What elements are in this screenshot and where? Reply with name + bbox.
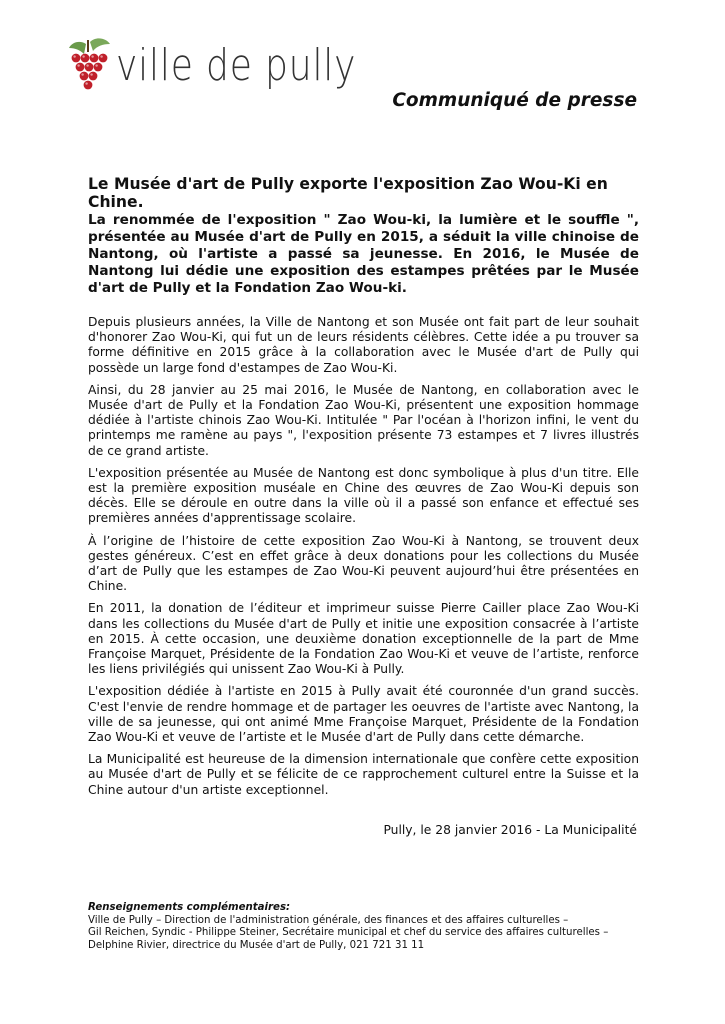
grape-emblem-icon bbox=[66, 36, 116, 94]
footer-line: Ville de Pully – Direction de l'administration générale, des finances et des affaires culturelles – bbox=[88, 914, 569, 926]
body-paragraph: En 2011, la donation de l’éditeur et imprimeur suisse Pierre Cailler place Zao Wou-Ki dans les collections du Musée d'art de Pully et initie une exposition consacrée à l’artiste en 2015. À cette occasion, une deuxième donation exceptionnelle de la part de Mme Françoise Marquet, Présidente de la Fondation Zao Wou-Ki et veuve de l’artiste, renforce les liens privilégiés qui unissent Zao Wou-Ki à Pully. bbox=[88, 601, 639, 677]
body-paragraph: La Municipalité est heureuse de la dimension internationale que confère cette exposition au Musée d'art de Pully et se félicite de ce rapprochement culturel entre la Suisse et la Chine autour d'un artiste exceptionnel. bbox=[88, 752, 639, 797]
footer-line: Gil Reichen, Syndic - Philippe Steiner, Secrétaire municipal et chef du service des affaires culturelles – bbox=[88, 927, 609, 939]
article-lead: La renommée de l'exposition " Zao Wou-ki, la lumière et le souffle ", présentée au Musée d'art de Pully en 2015, a séduit la ville chinoise de Nantong, où l'artiste a passé sa jeunesse. En 2016, le Musée de Nantong lui dédie une exposition des estampes prêtées par le Musée d'art de Pully et la Fondation Zao Wou-ki. bbox=[88, 212, 639, 296]
body-paragraph: À l’origine de l’histoire de cette exposition Zao Wou-Ki à Nantong, se trouvent deux gestes généreux. C’est en effet grâce à deux donations pour les collections du Musée d’art de Pully que les estampes de Zao Wou-Ki peuvent aujourd’hui être présentées en Chine. bbox=[88, 533, 639, 594]
body-paragraph: Ainsi, du 28 janvier au 25 mai 2016, le Musée de Nantong, en collaboration avec le Musée d'art de Pully et la Fondation Zao Wou-Ki, présentent une exposition hommage dédiée à l'artiste chinois Zao Wou-Ki. Intitulée " Par l'océan à l'horizon infini, le vent du printemps me ramène au pays ", l'exposition présente 73 estampes et 7 livres illustrés de ce grand artiste. bbox=[88, 382, 639, 458]
article-title: Le Musée d'art de Pully exporte l'exposition Zao Wou-Ki en Chine. bbox=[88, 175, 608, 211]
footer-heading: Renseignements complémentaires: bbox=[88, 902, 291, 913]
signature: Pully, le 28 janvier 2016 - La Municipalité bbox=[383, 823, 637, 837]
body-paragraph: L'exposition présentée au Musée de Nantong est donc symbolique à plus d'un titre. Elle est la première exposition muséale en Chine des œuvres de Zao Wou-Ki depuis son décès. Elle se déroule en outre dans la ville où il a passé son enfance et effectué ses premières années d'apprentissage scolaire. bbox=[88, 465, 639, 526]
article-body bbox=[88, 315, 639, 805]
body-paragraph: Depuis plusieurs années, la Ville de Nantong et son Musée ont fait part de leur souhait d'honorer Zao Wou-Ki, qui fut un de leurs résidents célèbres. Cette idée a pu trouver sa forme définitive en 2015 grâce à la collaboration avec le Musée d'art de Pully qui possède un large fond d'estampes de Zao Wou-Ki. bbox=[88, 315, 639, 375]
body-paragraph: L'exposition dédiée à l'artiste en 2015 à Pully avait été couronnée d'un grand succès. C'est l'envie de rendre hommage et de partager les oeuvres de l'artiste avec Nantong, la ville de sa jeunesse, qui ont animé Mme Françoise Marquet, Présidente de la Fondation Zao Wou-Ki et veuve de l’artiste et le Musée d'art de Pully dans cette démarche. bbox=[88, 684, 639, 745]
press-release-label: Communiqué de presse bbox=[392, 90, 637, 111]
footer-line: Delphine Rivier, directrice du Musée d'art de Pully, 021 721 31 11 bbox=[88, 939, 425, 951]
logo-wordmark: ville de pully bbox=[116, 40, 357, 91]
contact-footer bbox=[88, 902, 648, 952]
